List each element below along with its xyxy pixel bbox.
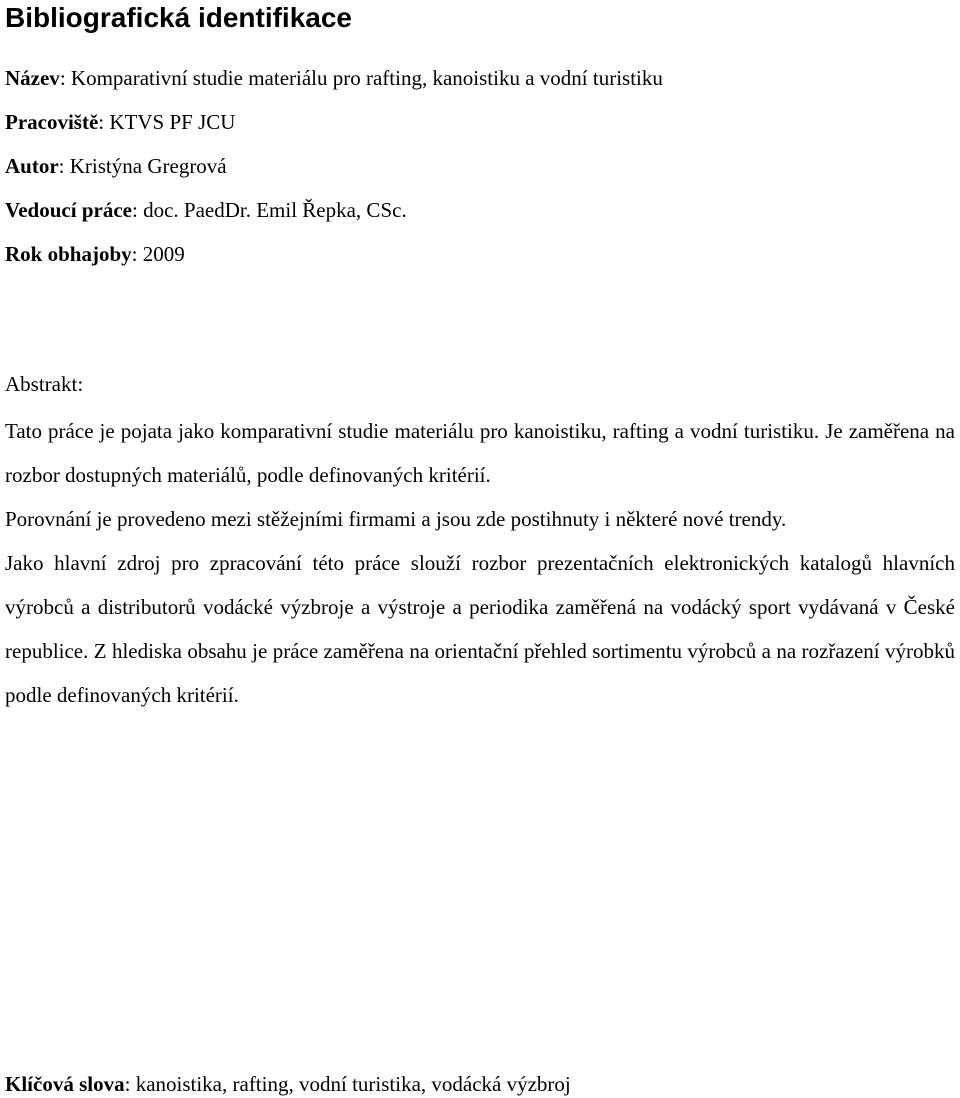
keywords-row: Klíčová slova: kanoistika, rafting, vodní turistika, vodácká výzbroj <box>5 1072 571 1096</box>
abstract-paragraph: Jako hlavní zdroj pro zpracování této práce slouží rozbor prezentačních elektronických katalogů hlavních výrobců a distributorů vodácké výzbroje a výstroje a periodika zaměřená na vodácký sport vydávaná v České republice. Z hlediska obsahu je práce zaměřena na orientační přehled sortimentu výrobců a na rozřazení výrobků podle definovaných kritérií. <box>5 551 955 707</box>
meta-value: doc. PaedDr. Emil Řepka, CSc. <box>143 198 407 222</box>
keywords-value: kanoistika, rafting, vodní turistika, vodácká výzbroj <box>135 1072 571 1096</box>
meta-value: KTVS PF JCU <box>109 110 236 134</box>
meta-title-row: Název: Komparativní studie materiálu pro rafting, kanoistiku a vodní turistiku <box>5 66 663 90</box>
abstract-body <box>5 409 955 717</box>
meta-label: Autor <box>5 154 59 178</box>
meta-label: Rok obhajoby <box>5 242 132 266</box>
meta-supervisor-row: Vedoucí práce: doc. PaedDr. Emil Řepka, CSc. <box>5 198 407 222</box>
meta-author-row: Autor: Kristýna Gregrová <box>5 154 227 178</box>
meta-workplace-row: Pracoviště: KTVS PF JCU <box>5 110 236 134</box>
meta-label: Název <box>5 66 60 90</box>
page-title: Bibliografická identifikace <box>5 2 352 33</box>
meta-label: Pracoviště <box>5 110 99 134</box>
meta-value: 2009 <box>142 242 185 266</box>
abstract-paragraph: Tato práce je pojata jako komparativní studie materiálu pro kanoistiku, rafting a vodní turistiku. Je zaměřena na rozbor dostupných materiálů, podle definovaných kritérií. <box>5 419 955 487</box>
meta-value: Kristýna Gregrová <box>69 154 227 178</box>
keywords-label: Klíčová slova <box>5 1072 125 1096</box>
abstract-heading: Abstrakt: <box>5 372 84 396</box>
meta-value: Komparativní studie materiálu pro rafting, kanoistiku a vodní turistiku <box>70 66 663 90</box>
meta-label: Vedoucí práce <box>5 198 132 222</box>
abstract-paragraph: Porovnání je provedeno mezi stěžejními firmami a jsou zde postihnuty i některé nové trendy. <box>5 507 787 531</box>
meta-year-row: Rok obhajoby: 2009 <box>5 242 185 266</box>
